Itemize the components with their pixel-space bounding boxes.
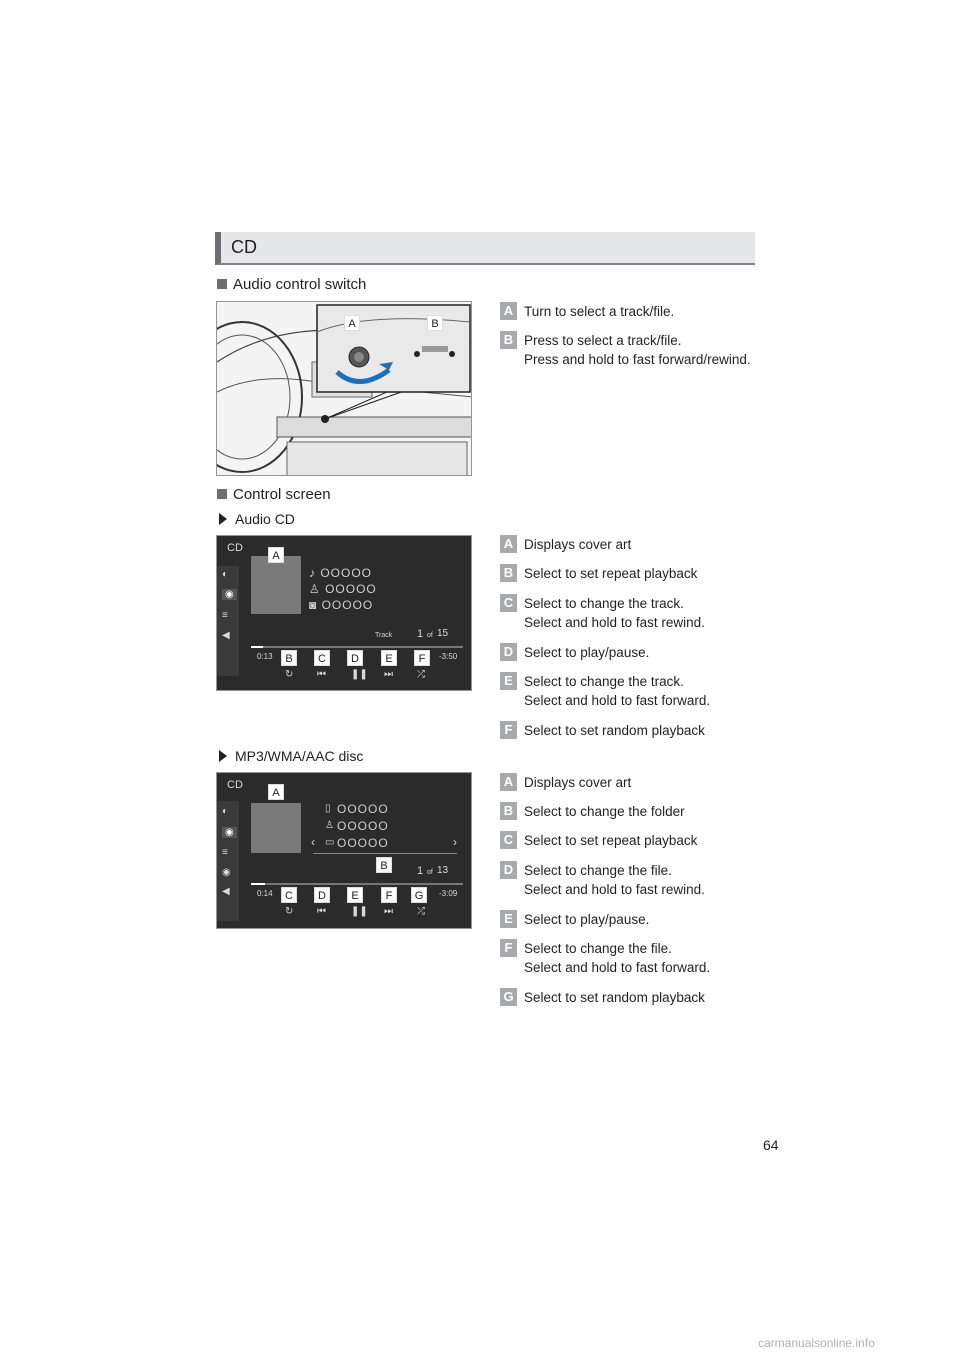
folder-name: OOOOO [337,836,389,850]
callout-e: E [347,887,363,903]
desc-d: Select to play/pause. [524,645,650,660]
callout-d: D [347,650,363,666]
desc-g: Select to set random playback [524,990,705,1005]
callout-g: G [411,887,427,903]
artist-icon: ♙ [325,820,334,831]
desc-a: Displays cover art [524,537,632,552]
file-total: 13 [437,865,449,876]
file-number: 1 [417,865,424,877]
steering-dashboard-illustration [216,301,472,476]
callout-f: F [381,887,397,903]
desc-f: Select to change the file. Select and hold to fast forward. [524,941,711,975]
track-of: of [427,632,433,639]
cover-art [251,556,301,614]
shuffle-icon[interactable]: ⤮ [417,906,425,917]
label-e: E [500,910,517,928]
artist-name: OOOOO [337,819,389,833]
mp3-screen [216,772,472,929]
track-label: Track [375,632,393,639]
screen-title: CD [227,542,243,554]
callout-b: B [427,315,443,331]
folder-prev-icon[interactable]: ‹ [311,835,315,849]
track-total: 15 [437,628,449,639]
audio-switch-heading: Audio control switch [217,276,366,293]
remaining-time: -3:09 [439,889,458,898]
label-d: D [500,643,517,661]
progress-bar[interactable] [251,883,463,885]
album-name: ◙ OOOOO [309,598,374,612]
label-a: A [500,302,517,320]
screen-title: CD [227,779,243,791]
audio-cd-heading: Audio CD [219,511,295,527]
audio-cd-screen [216,535,472,691]
label-g: G [500,988,517,1006]
label-e: E [500,672,517,690]
elapsed-time: 0:13 [257,652,273,661]
page-number: 64 [763,1137,779,1153]
track-number: 1 [417,628,424,640]
desc-b: Select to set repeat playback [524,566,698,581]
previous-track-icon[interactable]: ⏮ [317,669,326,680]
callout-a: A [344,315,360,331]
label-c: C [500,594,517,612]
artist-name: ♙ OOOOO [309,582,377,596]
volume-icon[interactable]: ◀ [222,630,230,641]
label-d: D [500,861,517,879]
watermark: carmanualsonline.info [758,1336,875,1350]
desc-c: Select to set repeat playback [524,833,698,848]
pause-icon[interactable]: ❚❚ [351,669,368,680]
callout-b: B [376,857,392,873]
elapsed-time: 0:14 [257,889,273,898]
progress-fill [251,883,265,885]
callout-c: C [314,650,330,666]
cover-art [251,803,301,853]
track-title: ♪ OOOOO [309,566,373,580]
pause-icon[interactable]: ❚❚ [351,906,368,917]
file-name: OOOOO [337,802,389,816]
desc-e: Select to play/pause. [524,912,650,927]
desc-f: Select to set random playback [524,723,705,738]
callout-d: D [314,887,330,903]
sidebar [217,566,239,676]
callout-c: C [281,887,297,903]
desc-a: Turn to select a track/file. [524,304,675,319]
callout-a: A [268,784,284,800]
label-b: B [500,564,517,582]
next-track-icon[interactable]: ⏭ [384,669,393,680]
callout-b: B [281,650,297,666]
label-f: F [500,939,517,957]
eye-icon[interactable]: ◉ [222,867,231,878]
source-icon[interactable]: ◐ [222,569,229,580]
square-bullet-icon [217,489,227,499]
desc-b: Select to change the folder [524,804,685,819]
section-title: CD [231,237,257,257]
triangle-bullet-icon [219,750,227,762]
play-source-icon[interactable]: ◉ [222,827,237,838]
next-track-icon[interactable]: ⏭ [384,906,393,917]
label-f: F [500,721,517,739]
shuffle-icon[interactable]: ⤮ [417,669,425,680]
remaining-time: -3:50 [439,652,458,661]
list-icon[interactable]: ≡ [222,847,228,858]
repeat-icon[interactable]: ↻ [285,906,294,917]
section-header [215,232,755,265]
volume-icon[interactable]: ◀ [222,886,230,897]
list-icon[interactable]: ≡ [222,610,228,621]
callout-f: F [414,650,430,666]
folder-next-icon[interactable]: › [453,835,457,849]
desc-b: Press to select a track/file. Press and hold to fast forward/rewind. [524,333,751,367]
play-source-icon[interactable]: ◉ [222,589,237,600]
control-screen-heading: Control screen [217,486,331,503]
previous-track-icon[interactable]: ⏮ [317,906,326,917]
label-b: B [500,331,517,349]
label-a: A [500,535,517,553]
desc-c: Select to change the track. Select and hold to fast rewind. [524,596,705,630]
mp3-heading: MP3/WMA/AAC disc [219,748,363,764]
file-of: of [427,869,433,876]
triangle-bullet-icon [219,513,227,525]
file-icon: ▯ [325,803,331,814]
desc-a: Displays cover art [524,775,632,790]
sidebar [217,801,239,921]
desc-d: Select to change the file. Select and hold to fast rewind. [524,863,705,897]
progress-bar[interactable] [251,646,463,648]
desc-e: Select to change the track. Select and hold to fast forward. [524,674,711,708]
label-c: C [500,831,517,849]
callout-e: E [381,650,397,666]
folder-bracket [313,853,457,854]
label-b: B [500,802,517,820]
progress-fill [251,646,263,648]
repeat-icon[interactable]: ↻ [285,669,294,680]
folder-icon: ▭ [325,837,335,848]
square-bullet-icon [217,279,227,289]
callout-a: A [268,547,284,563]
label-a: A [500,773,517,791]
source-icon[interactable]: ◐ [222,806,229,817]
